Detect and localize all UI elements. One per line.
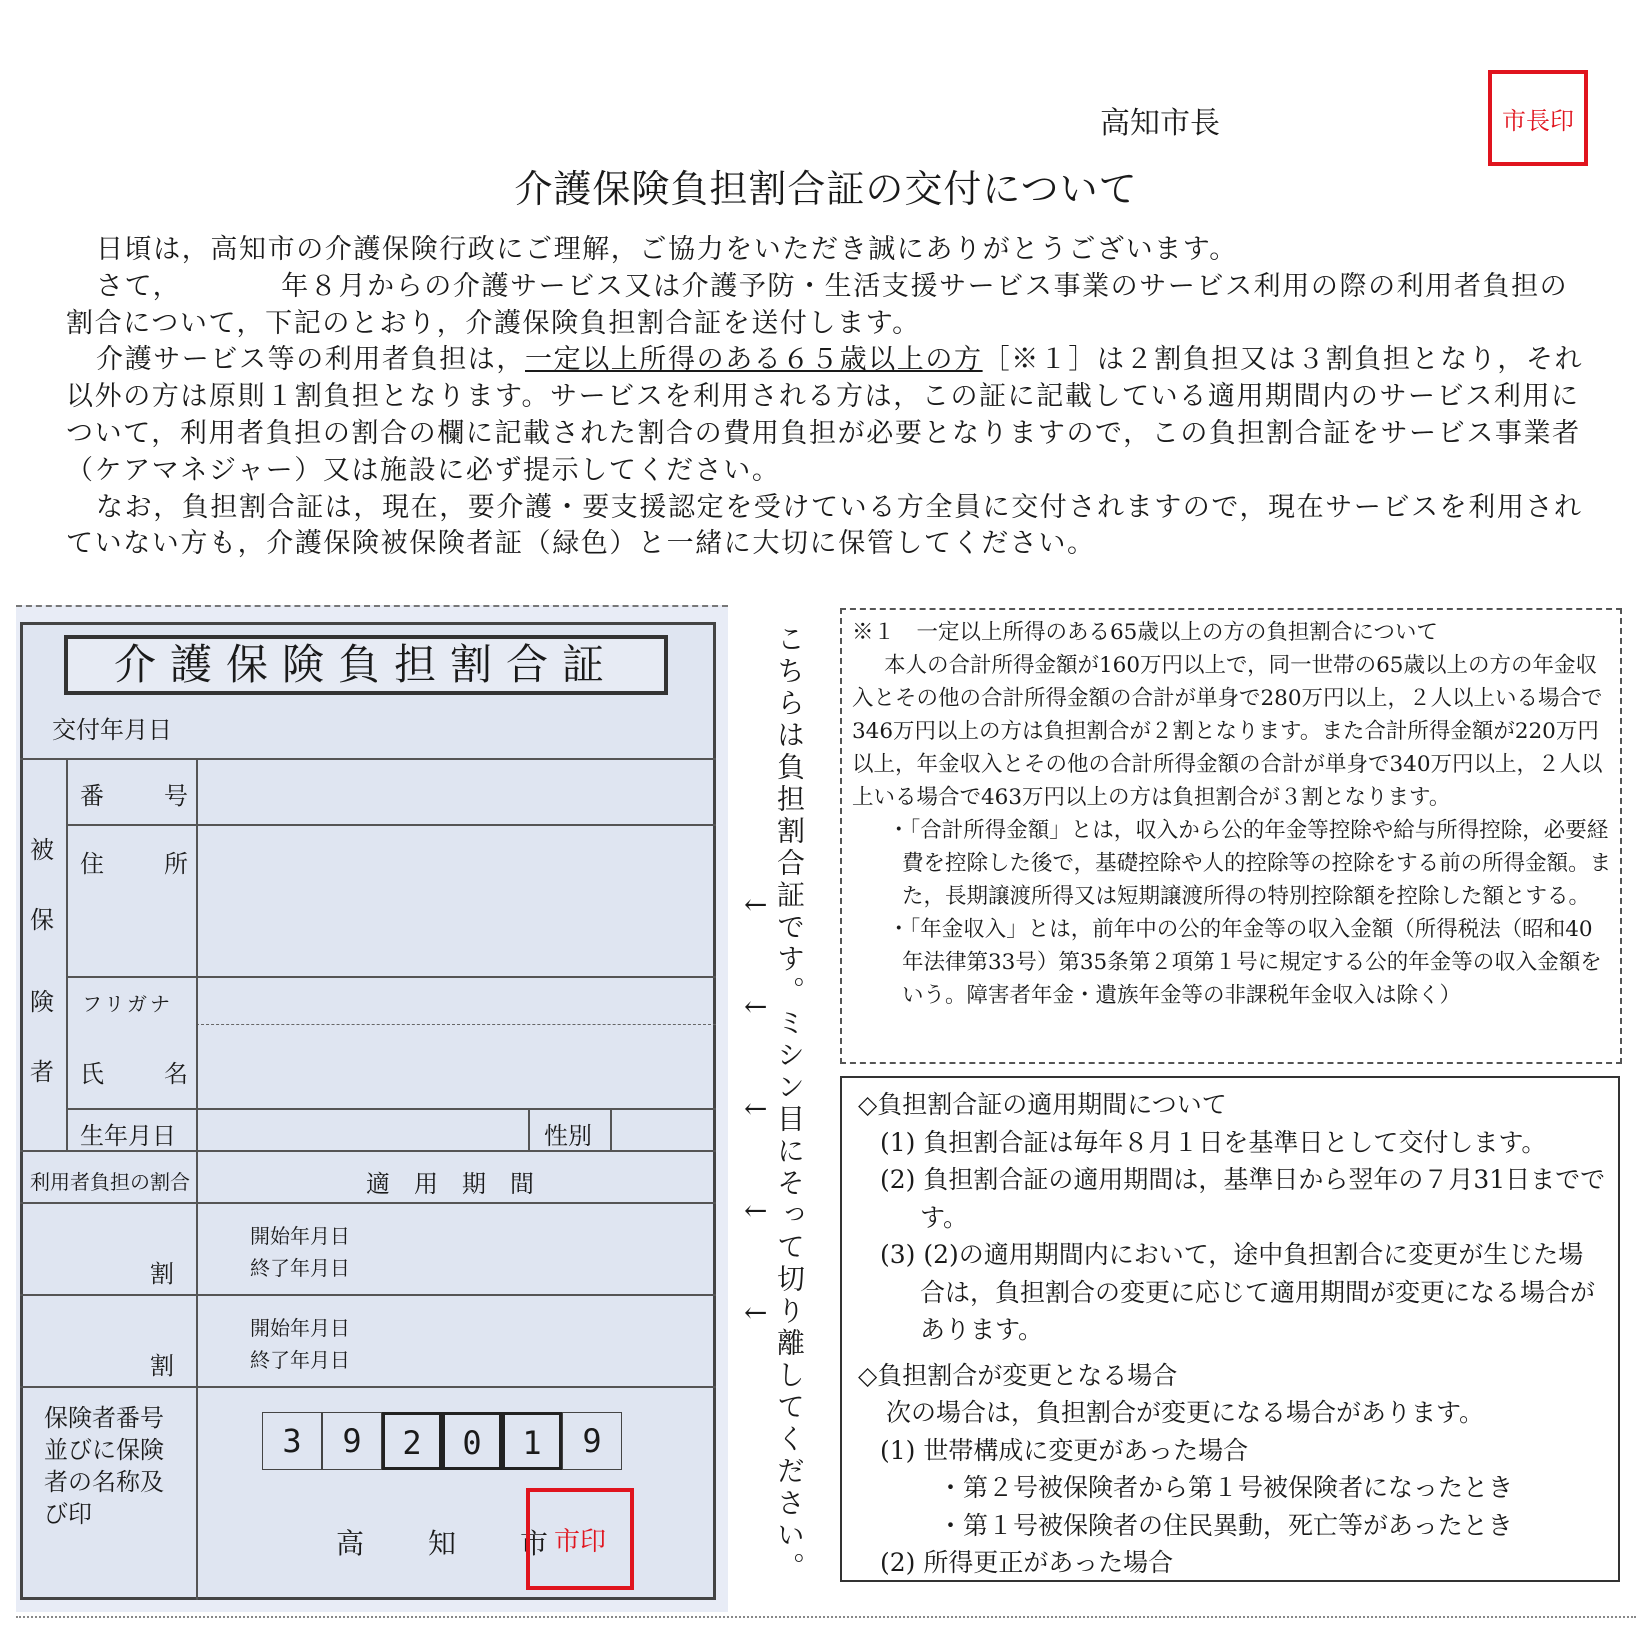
change-heading: ◇負担割合が変更となる場合 <box>858 1360 1178 1390</box>
intro-text <box>66 232 1586 563</box>
city-name: 高 知 市 <box>336 1527 567 1560</box>
change-case-1b: ・第１号被保険者の住民異動，死亡等があったとき <box>938 1510 1513 1540</box>
grid-line <box>20 1294 716 1296</box>
left-arrow-icon: ← <box>744 1296 768 1329</box>
intro-p2-rest: 年８月からの介護サービス又は介護予防・生活支援サービス事業のサービス利用の際の利用者負担の割合について，下記のとおり，介護保険負担割合証を送付します。 <box>66 270 1569 339</box>
cut-instruction: こちらは負担割合証です。ミシン目にそって切り離してください。 <box>773 624 806 1584</box>
ratio-unit-2: 割 <box>150 1352 174 1380</box>
period-note-box <box>840 1076 1620 1582</box>
sex-label: 性別 <box>544 1122 592 1150</box>
grid-line <box>20 758 716 760</box>
city-seal: 市印 <box>526 1488 634 1590</box>
insurer-digit: 1 <box>502 1412 562 1470</box>
grid-line <box>20 1386 716 1388</box>
issue-date-label: 交付年月日 <box>52 716 172 744</box>
grid-line <box>528 1108 530 1150</box>
name-label: 氏 名 <box>80 1060 206 1088</box>
intro-paragraph-4: なお，負担割合証は，現在，要介護・要支援認定を受けている方全員に交付されますので，現在サービスを利用されていない方も，介護保険被保険者証（緑色）と一緒に大切に保管してください。 <box>66 491 1583 560</box>
intro-paragraph-3 <box>66 342 1586 489</box>
grid-line <box>196 758 198 1600</box>
address-label: 住 所 <box>80 850 206 878</box>
intro-paragraph-1: 日頃は，高知市の介護保険行政にご理解，ご協力をいただき誠にありがとうございます。 <box>96 234 1238 265</box>
period-item-3: (3) (2)の適用期間内において，途中負担割合に変更が生じた場合は，負担割合の変更に応じて適用期間が変更になる場合があります。 <box>880 1240 1596 1344</box>
change-lead: 次の場合は，負担割合が変更になる場合があります。 <box>886 1398 1485 1427</box>
left-arrow-icon: ← <box>744 1092 768 1125</box>
grid-line <box>66 758 68 1150</box>
period-item-2: (2) 負担割合証の適用期間は，基準日から翌年の７月31日までです。 <box>880 1165 1606 1232</box>
period-item-1: (1) 負担割合証は毎年８月１日を基準日として交付します。 <box>880 1127 1547 1157</box>
grid-line <box>66 1108 716 1110</box>
mayor-seal: 市長印 <box>1488 70 1588 166</box>
end-date-label-2: 終了年月日 <box>250 1348 350 1372</box>
intro-p3-rest: ［※１］は２割負担又は３割負担となり，それ以外の方は原則１割負担となります。サービスを利用される方は，この証に記載している適用期間内のサービス利用について，利用者負担の割合の欄に記載された割合の費用負担が必要となりますので，この負担割合証をサービス事業者（ケアマネジャー）又は施設に必ず提示してください。 <box>66 344 1584 486</box>
ratio-header: 利用者負担の割合 <box>30 1170 190 1194</box>
grid-line <box>610 1108 612 1150</box>
left-arrow-icon: ← <box>744 990 768 1023</box>
ratio-unit-1: 割 <box>150 1260 174 1288</box>
intro-p2-start: さて， <box>96 270 182 302</box>
period-header: 適 用 期 間 <box>366 1170 534 1198</box>
insurer-digit: 9 <box>322 1412 382 1470</box>
intro-paragraph-2 <box>66 269 1586 343</box>
grid-line <box>196 1024 716 1027</box>
insurer-digit: 0 <box>442 1412 502 1470</box>
grid-line <box>66 824 716 826</box>
birthdate-label: 生年月日 <box>80 1122 176 1150</box>
start-date-label-1: 開始年月日 <box>250 1224 350 1248</box>
income-note-bullet-2: ・「年金収入」とは，前年中の公的年金等の収入金額（所得税法（昭和40年法律第33号）第35条第２項第１号に規定する公的年金等の収入金額をいう。障害者年金・遺族年金等の非課税年金収入は除く） <box>888 917 1602 1008</box>
change-case-1a: ・第２号被保険者から第１号被保険者になったとき <box>938 1473 1514 1502</box>
period-heading: ◇負担割合証の適用期間について <box>858 1090 1227 1119</box>
insured-label-1: 被 <box>30 836 54 864</box>
change-case-2: (2) 所得更正があった場合 <box>880 1548 1174 1577</box>
income-note-body: 本人の合計所得金額が160万円以上で，同一世帯の65歳以上の方の年金収入とその他の合計所得金額の合計が単身で280万円以上，２人以上いる場合で346万円以上の方は負担割合が２割となります。また合計所得金額が220万円以上，年金収入とその他の合計所得金額の合計が単身で340万円以上，２人以上いる場合で463万円以上の方は負担割合が３割となります。 <box>852 653 1603 810</box>
insurer-label-3: 者の名称及 <box>44 1468 164 1496</box>
perforation-line <box>16 1616 1636 1618</box>
page-title: 介護保険負担割合証の交付について <box>514 167 1138 211</box>
change-case-1: (1) 世帯構成に変更があった場合 <box>880 1435 1249 1465</box>
insured-label-2: 保 <box>30 906 54 934</box>
start-date-label-2: 開始年月日 <box>250 1316 350 1340</box>
insurer-label-2: 並びに保険 <box>44 1436 164 1464</box>
insurer-digit: 9 <box>562 1412 622 1470</box>
grid-line <box>20 1202 716 1204</box>
card-title: 介護保険負担割合証 <box>64 635 668 695</box>
mayor-name: 高知市長 <box>1100 106 1220 141</box>
furigana-label: フリガナ <box>82 992 173 1016</box>
insurer-label-1: 保険者番号 <box>44 1404 164 1432</box>
insured-label-4: 者 <box>30 1058 54 1086</box>
end-date-label-1: 終了年月日 <box>250 1256 350 1280</box>
insured-label-3: 険 <box>30 988 54 1016</box>
grid-line <box>66 976 716 978</box>
intro-p3-underlined: 一定以上所得のある６５歳以上の方 <box>525 344 983 376</box>
number-label: 番 号 <box>80 782 206 810</box>
insurer-label-4: び印 <box>44 1500 92 1528</box>
insurer-digit: 3 <box>262 1412 322 1470</box>
income-note-box <box>840 608 1622 1064</box>
left-arrow-icon: ← <box>744 888 768 921</box>
income-note-bullet-1: ・「合計所得金額」とは，収入から公的年金等控除や給与所得控除，必要経費を控除した後で，基礎控除や人的控除等の控除をする前の所得金額。また，長期譲渡所得又は短期譲渡所得の特別控除額を控除した額とする。 <box>888 818 1612 909</box>
insurer-digit: 2 <box>382 1412 442 1470</box>
income-note-heading: ※１ 一定以上所得のある65歳以上の方の負担割合について <box>852 620 1438 645</box>
left-arrow-icon: ← <box>744 1194 768 1227</box>
intro-p3-start: 介護サービス等の利用者負担は， <box>96 344 525 376</box>
